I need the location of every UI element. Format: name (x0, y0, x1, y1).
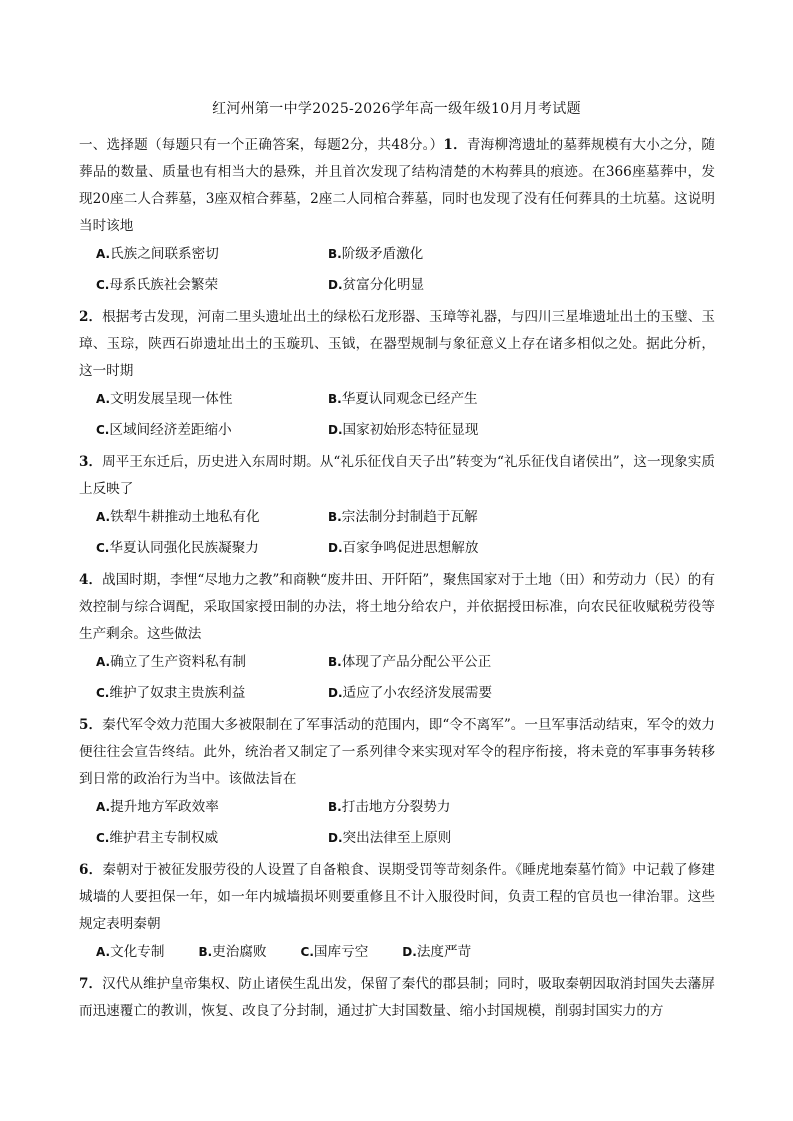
question-number: 3． (79, 454, 103, 470)
question-stem (79, 971, 715, 1025)
option-b[interactable] (328, 794, 560, 821)
question-text: 秦朝对于被征发服劳役的人设置了自备粮食、误期受罚等苛刻条件。《睡虎地秦墓竹简》中记载了修建城墙的人要担保一年，如一年内城墙损坏则要重修且不计入服役时间，负责工程的官员也一律治罪。这些规定表明秦朝 (79, 862, 715, 932)
option-text: 宗法制分封制趋于瓦解 (341, 509, 478, 525)
option-d[interactable] (328, 825, 560, 852)
option-text: 贫富分化明显 (342, 277, 425, 293)
section-header: 一、选择题（每题只有一个正确答案，每题2分，共48分。） (79, 137, 444, 153)
option-text: 氏族之间联系密切 (110, 246, 219, 262)
option-letter: C. (96, 686, 110, 700)
option-c[interactable] (96, 535, 328, 562)
option-text: 区域间经济差距缩小 (109, 422, 232, 438)
option-d[interactable] (328, 417, 560, 444)
option-b[interactable] (328, 241, 560, 268)
option-letter: D. (328, 423, 343, 437)
option-letter: C. (96, 423, 110, 437)
options (79, 649, 715, 707)
option-text: 铁犁牛耕推动土地私有化 (110, 509, 260, 525)
option-letter: D. (402, 945, 417, 959)
option-c[interactable] (96, 680, 328, 707)
options (79, 386, 715, 444)
option-text: 母系氏族社会繁荣 (109, 277, 219, 293)
option-letter: C. (96, 541, 110, 555)
option-text: 阶级矛盾激化 (341, 246, 424, 262)
option-letter: A. (96, 247, 111, 261)
option-letter: B. (198, 945, 213, 959)
option-a[interactable] (96, 504, 328, 531)
question-number: 4． (79, 572, 103, 588)
option-letter: A. (96, 655, 111, 669)
question-text: 周平王东迁后，历史进入东周时期。从“礼乐征伐自天子出”转变为“礼乐征伐自诸侯出”，这一现象实质上反映了 (79, 454, 715, 497)
options (79, 939, 715, 966)
option-text: 百家争鸣促进思想解放 (342, 540, 479, 556)
option-letter: C. (96, 831, 110, 845)
option-letter: D. (328, 541, 343, 555)
question-text: 秦代军令效力范围大多被限制在了军事活动的范围内，即“令不离军”。一旦军事活动结束，军令的效力便往往会宣告终结。此外，统治者又制定了一系列律令来实现对军令的程序衔接，将未竟的军事事务转移到日常的政治行为当中。该做法旨在 (79, 717, 715, 787)
option-b[interactable] (328, 649, 560, 676)
question-text: 战国时期，李悝“尽地力之教”和商鞅“废井田、开阡陌”，聚焦国家对于土地（田）和劳动力（民）的有效控制与综合调配，采取国家授田制的办法，将土地分给农户，并依据授田标准，向农民征收赋税劳役等生产剩余。这些做法 (79, 572, 715, 642)
question-stem (79, 304, 715, 385)
question-3 (79, 449, 715, 562)
option-d[interactable] (328, 680, 560, 707)
option-text: 突出法律至上原则 (342, 830, 452, 846)
page-title: 红河州第一中学2025-2026学年高一级年级10月月考试题 (212, 101, 581, 117)
question-number: 2． (79, 309, 103, 325)
option-d[interactable] (402, 939, 471, 966)
option-a[interactable] (96, 794, 328, 821)
option-text: 维护了奴隶主贵族利益 (109, 685, 246, 701)
option-text: 华夏认同观念已经产生 (341, 391, 478, 407)
option-text: 维护君主专制权威 (109, 830, 219, 846)
option-letter: B. (328, 392, 342, 406)
option-text: 提升地方军政效率 (110, 799, 219, 815)
question-stem (79, 449, 715, 503)
question-text: 青海柳湾遗址的墓葬规模有大小之分，随葬品的数量、质量也有相当大的悬殊，并且首次发现了结构清楚的木构葬具的痕迹。在366座墓葬中，发现20座二人合葬墓，3座双棺合葬墓，2座二人同棺合葬墓，同时也发现了没有任何葬具的土坑墓。这说明当时该地 (79, 137, 715, 234)
option-text: 国库亏空 (313, 944, 369, 960)
option-c[interactable] (96, 825, 328, 852)
option-text: 国家初始形态特征显现 (342, 422, 479, 438)
option-letter: A. (96, 392, 111, 406)
option-c[interactable] (301, 939, 369, 966)
option-text: 华夏认同强化民族凝聚力 (109, 540, 259, 556)
option-letter: D. (328, 278, 343, 292)
question-7 (79, 971, 715, 1025)
option-c[interactable] (96, 272, 328, 299)
option-a[interactable] (96, 386, 328, 413)
option-a[interactable] (96, 939, 164, 966)
option-letter: A. (96, 510, 111, 524)
option-letter: D. (328, 831, 343, 845)
option-letter: B. (328, 510, 342, 524)
option-text: 适应了小农经济发展需要 (342, 685, 493, 701)
option-a[interactable] (96, 649, 328, 676)
option-letter: A. (96, 800, 111, 814)
option-letter: D. (328, 686, 343, 700)
option-text: 确立了生产资料私有制 (110, 654, 247, 670)
option-b[interactable] (328, 504, 560, 531)
question-stem (79, 567, 715, 648)
option-d[interactable] (328, 272, 560, 299)
question-number: 7． (79, 976, 103, 992)
question-stem (79, 132, 715, 240)
question-2 (79, 304, 715, 444)
question-number: 5． (79, 717, 103, 733)
option-a[interactable] (96, 241, 328, 268)
question-5 (79, 712, 715, 852)
option-text: 体现了产品分配公平公正 (341, 654, 492, 670)
option-b[interactable] (198, 939, 266, 966)
question-number: 6． (79, 862, 103, 878)
question-text: 汉代从维护皇帝集权、防止诸侯生乱出发，保留了秦代的郡县制；同时，吸取秦朝因取消封国失去藩屏而迅速覆亡的教训，恢复、改良了分封制，通过扩大封国数量、缩小封国规模，削弱封国实力的方 (79, 976, 715, 1019)
option-text: 文化专制 (110, 944, 165, 960)
option-text: 文明发展呈现一体性 (110, 391, 233, 407)
option-text: 法度严苛 (416, 944, 472, 960)
question-stem (79, 857, 715, 938)
question-6 (79, 857, 715, 966)
option-text: 吏治腐败 (212, 944, 267, 960)
options (79, 504, 715, 562)
option-letter: C. (300, 945, 314, 959)
question-stem (79, 712, 715, 793)
option-letter: B. (328, 655, 342, 669)
option-c[interactable] (96, 417, 328, 444)
option-text: 打击地方分裂势力 (341, 799, 451, 815)
question-1 (79, 132, 715, 299)
option-b[interactable] (328, 386, 560, 413)
option-letter: B. (328, 247, 342, 261)
question-4 (79, 567, 715, 707)
option-d[interactable] (328, 535, 560, 562)
options (79, 241, 715, 299)
question-list (79, 132, 715, 1025)
question-text: 根据考古发现，河南二里头遗址出土的绿松石龙形器、玉璋等礼器，与四川三星堆遗址出土的玉璧、玉璋、玉琮，陕西石峁遗址出土的玉璇玑、玉钺，在器型规制与象征意义上存在诸多相似之处。据此分析，这一时期 (79, 309, 715, 379)
option-letter: A. (96, 945, 111, 959)
options (79, 794, 715, 852)
question-number: 1． (443, 137, 467, 153)
option-letter: B. (328, 800, 342, 814)
option-letter: C. (96, 278, 110, 292)
